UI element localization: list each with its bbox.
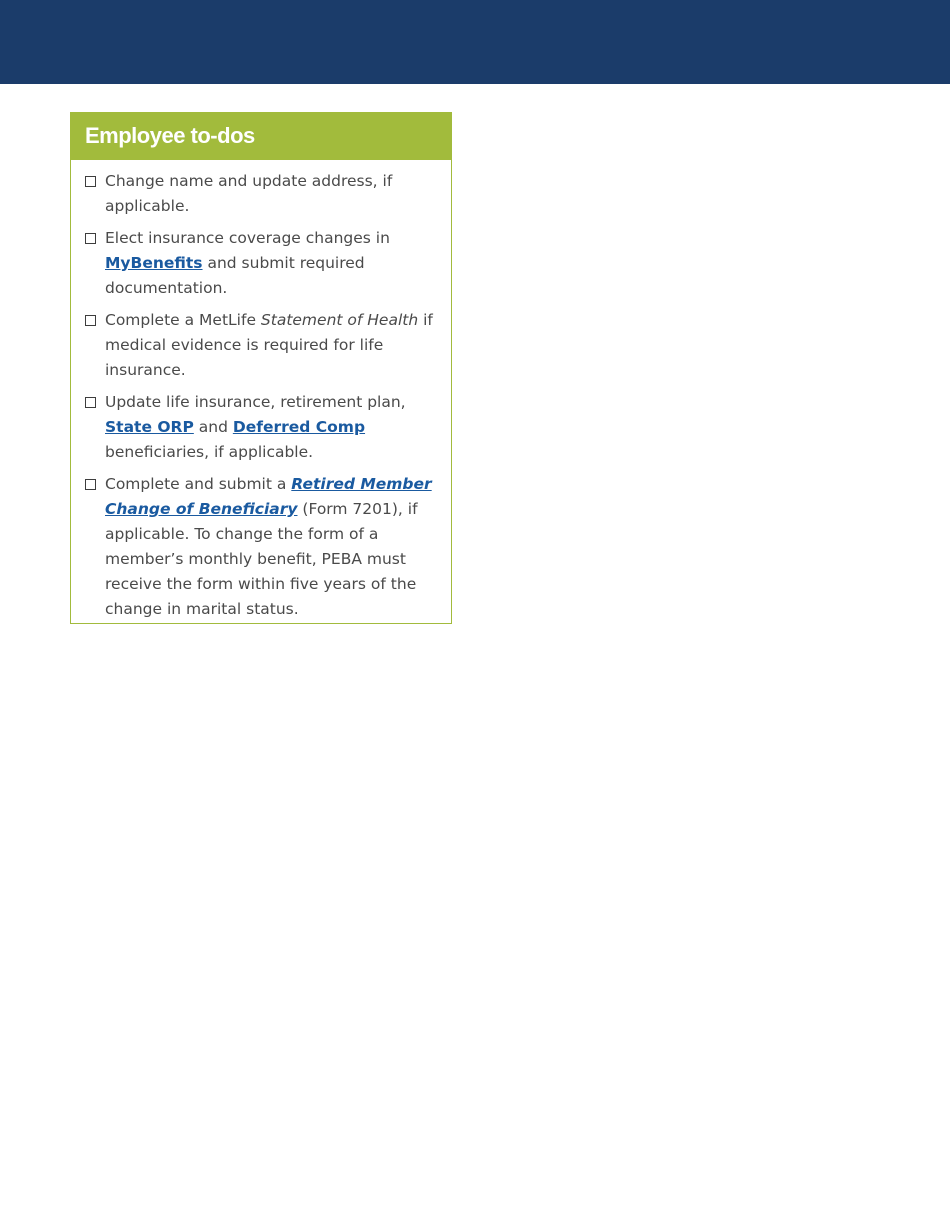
- todo-text-segment: and submit required documentation.: [105, 254, 365, 297]
- todo-text: Change name and update address, if applicable.: [105, 172, 393, 215]
- checkbox-icon[interactable]: [85, 233, 96, 244]
- list-item: [85, 226, 437, 301]
- top-banner: [0, 0, 950, 84]
- todo-text-segment: beneficiaries, if applicable.: [105, 443, 314, 461]
- deferred-comp-link[interactable]: Deferred Comp: [232, 418, 366, 436]
- todo-text: [105, 226, 437, 301]
- todo-text-segment: and: [193, 418, 233, 436]
- todo-text: [105, 472, 437, 622]
- todo-text-segment: Complete a MetLife: [105, 311, 261, 329]
- state-orp-link[interactable]: State ORP: [105, 418, 194, 436]
- checkbox-icon[interactable]: [85, 397, 96, 408]
- todo-text-segment: Complete and submit a: [105, 475, 292, 493]
- todo-text-segment: Update life insurance, retirement plan,: [105, 393, 406, 411]
- todo-text-segment: if medical evidence is required for life insurance.: [105, 311, 433, 379]
- todo-text: [105, 390, 437, 465]
- checkbox-icon[interactable]: [85, 176, 96, 187]
- todo-list: [71, 160, 451, 622]
- list-item: [85, 169, 437, 219]
- todo-text: [105, 308, 437, 383]
- todos-heading: Employee to-dos: [70, 112, 452, 160]
- list-item: [85, 472, 437, 622]
- checkbox-icon[interactable]: [85, 315, 96, 326]
- list-item: [85, 390, 437, 465]
- checkbox-icon[interactable]: [85, 479, 96, 490]
- todo-text-segment: Elect insurance coverage changes in: [105, 229, 390, 247]
- statement-of-health-emphasis: Statement of Health: [260, 311, 419, 329]
- employee-todos-box: [70, 112, 452, 624]
- todo-text-segment: (Form 7201), if applicable. To change the form of a member’s monthly benefit, PEBA must receive the form within five years of the change in marital status.: [105, 500, 418, 618]
- retired-member-change-of-beneficiary-link[interactable]: Retired Member Change of Beneficiary: [105, 475, 432, 518]
- list-item: [85, 308, 437, 383]
- mybenefits-link[interactable]: MyBenefits: [105, 254, 203, 272]
